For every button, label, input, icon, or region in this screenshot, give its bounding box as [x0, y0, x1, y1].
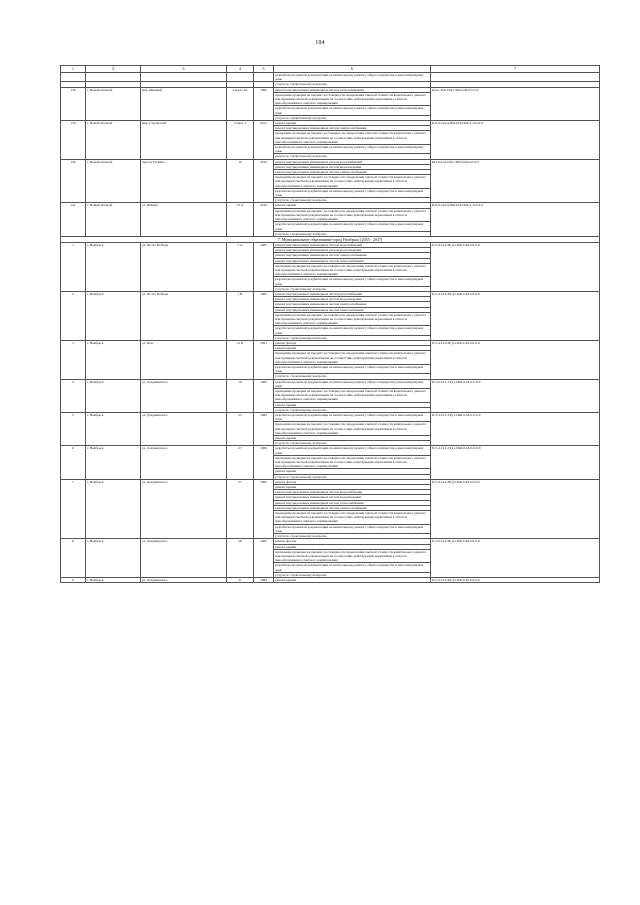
- house-code-cell: Б-9-1-П-Б-ПД-СКБ-Л-М-0-0-0-0: [431, 87, 600, 120]
- work-type-cell: разработка проектной документации на капитальному ремонту общего имущества в многоквартирном доме: [274, 563, 431, 572]
- street-cell: проезд Губкина: [141, 159, 227, 203]
- work-type-cell: ремонт крыши: [274, 436, 431, 441]
- year-cell: 1982: [254, 479, 274, 538]
- empty-cell: [61, 73, 86, 82]
- work-type-cell: проведение проверки на предмет достоверности определения сметной стоимости капитального ремонта или проверки сметной документации на соответствие действующим нормативам в области ценообразования в сметного нормирования: [274, 92, 431, 106]
- house-code-cell: П-5-2-П-С-П(1)-СКБ-0-М-0-0-0-0: [431, 446, 600, 479]
- work-type-cell: услуги по строительному контролю: [274, 374, 431, 379]
- work-type-cell: разработка проектной документации на капитальному ремонту общего имущества в многоквартирном доме: [274, 379, 431, 388]
- house-number-cell: 7 корп. 2: [227, 121, 254, 160]
- work-type-cell: ремонт крыши: [274, 346, 431, 351]
- house-number-cell: 23: [227, 413, 254, 446]
- work-type-cell: ремонт внутридомовых инженерных систем электроснабжения: [274, 126, 431, 131]
- house-number-cell: 3 корп. 3А: [227, 87, 254, 120]
- work-type-cell: ремонт внутридомовых инженерных систем теплоснабжения: [274, 87, 431, 92]
- work-type-cell: проведение проверки на предмет достоверности определения сметной стоимости капитального ремонта или проверки сметной документации на соответствие действующим нормативам в области ценообразования в сметного нормирования: [274, 422, 431, 436]
- work-type-cell: услуги по строительному контролю: [274, 115, 431, 120]
- work-type-cell: проведение проверки на предмет достоверности определения сметной стоимости капитального ремонта или проверки сметной документации на соответствие действующим нормативам в области ценообразования в сметного нормирования: [274, 389, 431, 403]
- empty-cell: [141, 73, 227, 82]
- row-number-cell: 139: [61, 121, 86, 160]
- row-number-cell: 8: [61, 539, 86, 578]
- work-type-cell: ремонт крыши: [274, 121, 431, 126]
- house-code-cell: П-5-0-П-0-П(1)-СКБ-0-М-0-0-0-0: [431, 539, 600, 578]
- row-number-cell: 4: [61, 379, 86, 412]
- table-row: [61, 159, 600, 164]
- column-number-cell: 4: [227, 66, 254, 73]
- column-number-cell: 5: [254, 66, 274, 73]
- city-cell: г. Ноябрьск: [86, 539, 141, 578]
- work-type-cell: разработка проектной документации на капитальному ремонту общего имущества в многоквартирном доме: [274, 524, 431, 533]
- table-row: [61, 413, 600, 422]
- work-type-cell: ремонт крыши: [274, 402, 431, 407]
- city-cell: г. Ноябрьск: [86, 446, 141, 479]
- section-title: 7. Муниципальное образование город Ноябрьск (2035 - 2037): [61, 236, 600, 242]
- street-cell: ул. Южная: [141, 203, 227, 236]
- work-type-cell: разработка проектной документации на капитальному ремонту общего имущества в многоквартирном доме: [274, 73, 431, 82]
- house-number-cell: 7 А: [227, 242, 254, 291]
- work-type-cell: ремонт внутридомовых инженерных систем теплоснабжения: [274, 307, 431, 312]
- empty-cell: [431, 73, 600, 82]
- work-type-cell: разработка проектной документации на капитальному ремонту общего имущества в многоквартирном доме: [274, 145, 431, 154]
- year-cell: 2016: [254, 159, 274, 203]
- city-cell: г. Ноябрьск: [86, 577, 141, 582]
- house-code-cell: П-5-4-П-0-П(1)-СКБ-0-М-0-0-0-0: [431, 340, 600, 379]
- work-type-cell: ремонт фасада: [274, 340, 431, 345]
- table-row: [61, 73, 600, 82]
- street-cell: ул. Дзержинского: [141, 413, 227, 446]
- work-type-cell: ремонт внутридомовых инженерных систем водоснабжения: [274, 291, 431, 296]
- work-type-cell: услуги по строительному контролю: [274, 572, 431, 577]
- work-type-cell: услуги по строительному контролю: [274, 231, 431, 236]
- work-type-cell: разработка проектной документации на капитальному ремонту общего имущества в многоквартирном доме: [274, 413, 431, 422]
- work-type-cell: ремонт крыши: [274, 544, 431, 549]
- city-cell: г. Новый Уренгой: [86, 159, 141, 203]
- row-number-cell: 2: [61, 291, 86, 340]
- table-body: [61, 66, 600, 583]
- empty-cell: [254, 73, 274, 82]
- year-cell: 1987: [254, 242, 274, 291]
- work-type-cell: ремонт внутридомовых инженерных систем водоснабжения: [274, 242, 431, 247]
- house-code-cell: Б-6-0-С(пл)-ПФ-ПД-СКБ-Т-0-0-0-0: [431, 121, 600, 160]
- work-type-cell: ремонт крыши: [274, 203, 431, 208]
- work-type-cell: ремонт внутридомовых инженерных систем теплоснабжения: [274, 258, 431, 263]
- work-type-cell: ремонт внутридомовых инженерных систем водоснабжения: [274, 490, 431, 495]
- repair-program-table: [60, 65, 600, 583]
- house-number-cell: 27: [227, 446, 254, 479]
- work-type-cell: услуги по строительному контролю: [274, 198, 431, 203]
- table-row: [61, 446, 600, 455]
- work-type-cell: ремонт внутридомовых инженерных систем электроснабжения: [274, 505, 431, 510]
- house-code-cell: Б-6-0-С(пл)-ПФ-ПД-СКБ-Т-0-0-0-0: [431, 203, 600, 236]
- work-type-cell: разработка проектной документации на капитальному ремонту общего имущества в многоквартирном доме: [274, 188, 431, 197]
- work-type-cell: разработка проектной документации на капитальному ремонту общего имущества в многоквартирном доме: [274, 446, 431, 455]
- row-number-cell: 138: [61, 87, 86, 120]
- year-cell: 1990: [254, 87, 274, 120]
- house-number-cell: 32 А: [227, 203, 254, 236]
- year-cell: 2011: [254, 121, 274, 160]
- page-number: 184: [315, 40, 325, 46]
- work-type-cell: услуги по строительному контролю: [274, 335, 431, 340]
- empty-cell: [86, 73, 141, 82]
- work-type-cell: ремонт внутридомовых инженерных систем водоотведения: [274, 164, 431, 169]
- year-cell: 1984: [254, 446, 274, 479]
- work-type-cell: проведение проверки на предмет достоверности определения сметной стоимости капитального ремонта или проверки сметной документации на соответствие действующим нормативам в области ценообразования в сметного нормирования: [274, 511, 431, 525]
- house-number-cell: 28: [227, 539, 254, 578]
- row-number-cell: 141: [61, 203, 86, 236]
- street-cell: ул. Дзержинского: [141, 539, 227, 578]
- row-number-cell: 9: [61, 577, 86, 582]
- work-type-cell: ремонт фасада: [274, 479, 431, 484]
- work-type-cell: ремонт внутридомовых инженерных систем водоотведения: [274, 495, 431, 500]
- table-row: [61, 577, 600, 582]
- work-type-cell: услуги по строительному контролю: [274, 82, 431, 87]
- street-cell: мкр. Строителей: [141, 121, 227, 160]
- street-cell: ул. Дзержинского: [141, 446, 227, 479]
- house-number-cell: 31: [227, 577, 254, 582]
- work-type-cell: ремонт внутридомовых инженерных систем теплоснабжения: [274, 500, 431, 505]
- work-type-cell: услуги по строительному контролю: [274, 474, 431, 479]
- year-cell: 2016: [254, 203, 274, 236]
- work-type-cell: ремонт внутридомовых инженерных систем электроснабжения: [274, 302, 431, 307]
- city-cell: г. Ноябрьск: [86, 413, 141, 446]
- year-cell: 1982: [254, 539, 274, 578]
- work-type-cell: разработка проектной документации на капитальному ремонту общего имущества в многоквартирном доме: [274, 106, 431, 115]
- work-type-cell: услуги по строительному контролю: [274, 286, 431, 291]
- work-type-cell: ремонт внутридомовых инженерных систем электроснабжения: [274, 170, 431, 175]
- table-row: [61, 379, 600, 388]
- work-type-cell: ремонт крыши: [274, 469, 431, 474]
- city-cell: г. Ноябрьск: [86, 479, 141, 538]
- table-row: [61, 242, 600, 247]
- city-cell: г. Ноябрьск: [86, 291, 141, 340]
- row-number-cell: 140: [61, 159, 86, 203]
- city-cell: г. Ноябрьск: [86, 340, 141, 379]
- work-type-cell: разработка проектной документации на капитальному ремонту общего имущества в многоквартирном доме: [274, 277, 431, 286]
- year-cell: 1984: [254, 577, 274, 582]
- table-row: [61, 291, 600, 296]
- year-cell: 1991: [254, 340, 274, 379]
- row-number-cell: 7: [61, 479, 86, 538]
- work-type-cell: проведение проверки на предмет достоверности определения сметной стоимости капитального ремонта или проверки сметной документации на соответствие действующим нормативам в области ценообразования в сметного нормирования: [274, 131, 431, 145]
- work-type-cell: услуги по строительному контролю: [274, 407, 431, 412]
- house-number-cell: 21 Б: [227, 340, 254, 379]
- work-type-cell: услуги по строительному контролю: [274, 441, 431, 446]
- work-type-cell: ремонт крыши: [274, 577, 431, 582]
- street-cell: ул. Цои: [141, 340, 227, 379]
- year-cell: 1982: [254, 379, 274, 412]
- street-cell: ул. 40 лет Победы: [141, 291, 227, 340]
- work-type-cell: ремонт внутридомовых инженерных систем электроснабжения: [274, 253, 431, 258]
- work-type-cell: ремонт внутридомовых инженерных систем водоотведения: [274, 297, 431, 302]
- work-type-cell: проведение проверки на предмет достоверности определения сметной стоимости капитального ремонта или проверки сметной документации на соответствие действующим нормативам в области ценообразования в сметного нормирования: [274, 549, 431, 563]
- work-type-cell: услуги по строительному контролю: [274, 534, 431, 539]
- house-number-cell: 1 Н: [227, 291, 254, 340]
- work-type-cell: услуги по строительному контролю: [274, 154, 431, 159]
- column-number-cell: 6: [274, 66, 431, 73]
- street-cell: ул. Дзержинского: [141, 479, 227, 538]
- row-number-cell: 5: [61, 413, 86, 446]
- table-row: [61, 87, 600, 92]
- house-code-cell: П-5-4-П-0-П(1)-СКБ-0-М-0-0-0-0: [431, 242, 600, 291]
- column-number-cell: 2: [86, 66, 141, 73]
- work-type-cell: разработка проектной документации на капитальному ремонту общего имущества в многоквартирном доме: [274, 364, 431, 373]
- row-number-cell: 3: [61, 340, 86, 379]
- city-cell: г. Ноябрьск: [86, 242, 141, 291]
- work-type-cell: разработка проектной документации на капитальному ремонту общего имущества в многоквартирном доме: [274, 326, 431, 335]
- street-cell: ул. Дзержинского: [141, 577, 227, 582]
- work-type-cell: ремонт внутридомовых инженерных систем водоотведения: [274, 248, 431, 253]
- house-code-cell: КП-9-4-П-0-П-СКБ-Д-М-0-0-0-0: [431, 159, 600, 203]
- header-row: [61, 66, 600, 73]
- city-cell: г. Новый Уренгой: [86, 121, 141, 160]
- row-number-cell: 1: [61, 242, 86, 291]
- work-type-cell: ремонт крыши: [274, 485, 431, 490]
- column-number-cell: 1: [61, 66, 86, 73]
- house-code-cell: П-5-4-П-0-П(1)-СКБ-0-М-0-0-0-0: [431, 479, 600, 538]
- work-type-cell: ремонт внутридомовых инженерных систем водоснабжения: [274, 159, 431, 164]
- work-type-cell: проведение проверки на предмет достоверности определения сметной стоимости капитального ремонта или проверки сметной документации на соответствие действующим нормативам в области ценообразования в сметного нормирования: [274, 455, 431, 469]
- city-cell: г. Новый Уренгой: [86, 87, 141, 120]
- work-type-cell: проведение проверки на предмет достоверности определения сметной стоимости капитального ремонта или проверки сметной документации на соответствие действующим нормативам в области ценообразования в сметного нормирования: [274, 312, 431, 326]
- city-cell: г. Ноябрьск: [86, 379, 141, 412]
- city-cell: г. Новый Уренгой: [86, 203, 141, 236]
- house-number-cell: 27: [227, 479, 254, 538]
- house-code-cell: П-5-2-П-С-П(1)-СКБ-0-М-0-0-0-0: [431, 413, 600, 446]
- house-code-cell: П-5-4-П-0-П(1)-СКБ-0-М-0-0-0-0: [431, 291, 600, 340]
- street-cell: мкр. Мирный: [141, 87, 227, 120]
- column-number-cell: 7: [431, 66, 600, 73]
- street-cell: ул. 40 лет Победы: [141, 242, 227, 291]
- column-number-cell: 3: [141, 66, 227, 73]
- year-cell: 1982: [254, 413, 274, 446]
- street-cell: ул. Дзержинского: [141, 379, 227, 412]
- house-code-cell: П-5-0-П-С-П(1)-СКБ-0-М-0-0-0-0: [431, 379, 600, 412]
- row-number-cell: 6: [61, 446, 86, 479]
- year-cell: 1987: [254, 291, 274, 340]
- work-type-cell: ремонт фасада: [274, 539, 431, 544]
- house-code-cell: П-5-2-П-0-П(1)-СКБ-0-М-0-0-0-0: [431, 577, 600, 582]
- house-number-cell: 19: [227, 379, 254, 412]
- house-number-cell: 19: [227, 159, 254, 203]
- empty-cell: [227, 73, 254, 82]
- work-type-cell: разработка проектной документации на капитальному ремонту общего имущества в многоквартирном доме: [274, 222, 431, 231]
- work-type-cell: проведение проверки на предмет достоверности определения сметной стоимости капитального ремонта или проверки сметной документации на соответствие действующим нормативам в области ценообразования в сметного нормирования: [274, 351, 431, 365]
- work-type-cell: проведение проверки на предмет достоверности определения сметной стоимости капитального ремонта или проверки сметной документации на соответствие действующим нормативам в области ценообразования в сметного нормирования: [274, 208, 431, 222]
- work-type-cell: проведение проверки на предмет достоверности определения сметной стоимости капитального ремонта или проверки сметной документации на соответствие действующим нормативам в области ценообразования в сметного нормирования: [274, 175, 431, 189]
- work-type-cell: проведение проверки на предмет достоверности определения сметной стоимости капитального ремонта или проверки сметной документации на соответствие действующим нормативам в области ценообразования в сметного нормирования: [274, 263, 431, 277]
